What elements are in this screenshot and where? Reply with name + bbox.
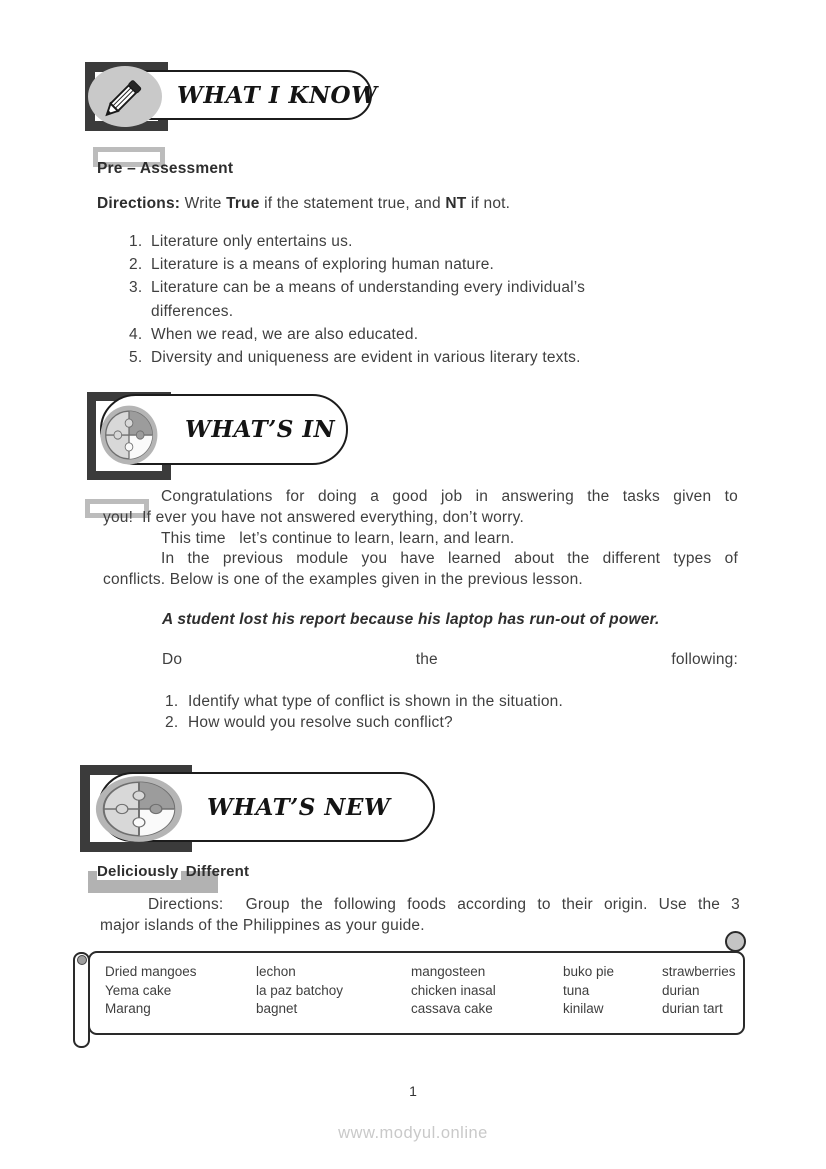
directions-label: Directions: — [97, 195, 181, 212]
food-item: mangosteen — [411, 964, 486, 979]
do-word: following: — [671, 651, 738, 668]
item-number: 5. — [129, 349, 143, 367]
whats-in-paragraphs — [103, 487, 738, 591]
activity-title-word: Deliciously — [97, 863, 181, 880]
pre-assessment-list — [129, 230, 621, 369]
food-item: chicken inasal — [411, 982, 496, 998]
activity-title — [97, 863, 249, 880]
food-column — [563, 963, 662, 1033]
food-item: bagnet — [256, 1001, 298, 1016]
list-item — [129, 346, 621, 369]
item-text: Identify what type of conflict is shown in the situation. — [188, 693, 563, 710]
food-item: Dried mangoes — [105, 964, 197, 979]
directions-text: if the statement true, and — [259, 195, 446, 212]
whats-in-tasks-list — [165, 692, 563, 733]
item-number: 1. — [165, 693, 179, 710]
example-sentence: A student lost his report because his laptop has run-out of power. — [162, 611, 660, 628]
food-item: buko pie — [563, 964, 615, 979]
scroll-curl-icon — [77, 955, 87, 965]
food-item: lechon — [256, 964, 296, 979]
item-text: When we read, we are also educated. — [151, 325, 419, 343]
pencil-icon — [88, 66, 162, 127]
whats-in-banner-title: WHAT’S IN — [185, 416, 336, 443]
food-column — [662, 963, 743, 1033]
food-column — [105, 963, 256, 1033]
food-scroll — [73, 942, 753, 1052]
item-number: 4. — [129, 325, 143, 343]
scroll-curl-icon — [725, 931, 746, 952]
item-number: 1. — [129, 233, 143, 250]
paragraph-line: you! If ever you have not answered everything, don’t worry. — [103, 508, 524, 526]
food-column — [256, 963, 411, 1033]
item-number: 3. — [129, 279, 143, 297]
item-text: Literature only entertains us. — [151, 233, 353, 250]
paragraph-line: This time let’s continue to learn, learn, and learn. — [161, 529, 515, 547]
item-number: 2. — [165, 713, 179, 731]
page-number: 1 — [409, 1083, 417, 1099]
item-text: Literature can be a means of understanding every individual’s differences. — [151, 279, 586, 320]
watermark: www.modyul.online — [338, 1124, 488, 1142]
list-item — [165, 713, 563, 734]
food-item: tuna — [563, 982, 590, 998]
food-item: cassava cake — [411, 1001, 493, 1016]
paragraph-line: conflicts. Below is one of the examples given in the previous lesson. — [103, 571, 583, 589]
paragraph-line: Congratulations for doing a good job in answering the tasks given to — [161, 488, 738, 505]
whats-new-banner-title: WHAT’S NEW — [207, 793, 391, 821]
food-item: durian tart — [662, 1001, 723, 1016]
activity-title-word: Different — [181, 863, 250, 880]
food-item: la paz batchoy — [256, 982, 344, 998]
what-i-know-banner-title: WHAT I KNOW — [177, 81, 378, 109]
list-item — [129, 230, 621, 253]
food-list-box — [88, 951, 745, 1035]
item-text: Literature is a means of exploring human nature. — [151, 256, 495, 274]
puzzle-icon — [98, 402, 160, 468]
list-item — [129, 276, 621, 322]
list-item — [129, 253, 621, 276]
item-text: Diversity and uniqueness are evident in various literary texts. — [151, 349, 581, 367]
directions-text: if not. — [466, 195, 511, 212]
food-item: durian — [662, 982, 700, 998]
paragraph-line: major islands of the Philippines as your guide. — [100, 916, 425, 934]
list-item — [165, 692, 563, 713]
activity-directions — [100, 895, 740, 936]
puzzle-icon — [92, 772, 186, 846]
food-item: strawberries — [662, 964, 736, 979]
food-item: Marang — [105, 1001, 151, 1016]
food-item: Yema cake — [105, 982, 172, 998]
do-word: the — [415, 651, 438, 668]
do-word: Do — [162, 651, 183, 668]
directions-bold-nt: NT — [445, 195, 467, 212]
directions-text: Write — [180, 195, 227, 212]
pre-assessment-directions — [97, 195, 510, 213]
item-text: How would you resolve such conflict? — [188, 713, 453, 731]
food-column — [411, 963, 563, 1033]
do-the-following-line — [162, 651, 738, 669]
pre-assessment-heading: Pre – Assessment — [97, 160, 234, 177]
item-number: 2. — [129, 256, 143, 274]
directions-bold-true: True — [226, 195, 260, 212]
list-item — [129, 323, 621, 346]
paragraph-line: Directions: Group the following foods according to their origin. Use the 3 — [148, 896, 740, 913]
paragraph-line: In the previous module you have learned about the different types of — [161, 550, 738, 568]
food-item: kinilaw — [563, 1001, 604, 1016]
